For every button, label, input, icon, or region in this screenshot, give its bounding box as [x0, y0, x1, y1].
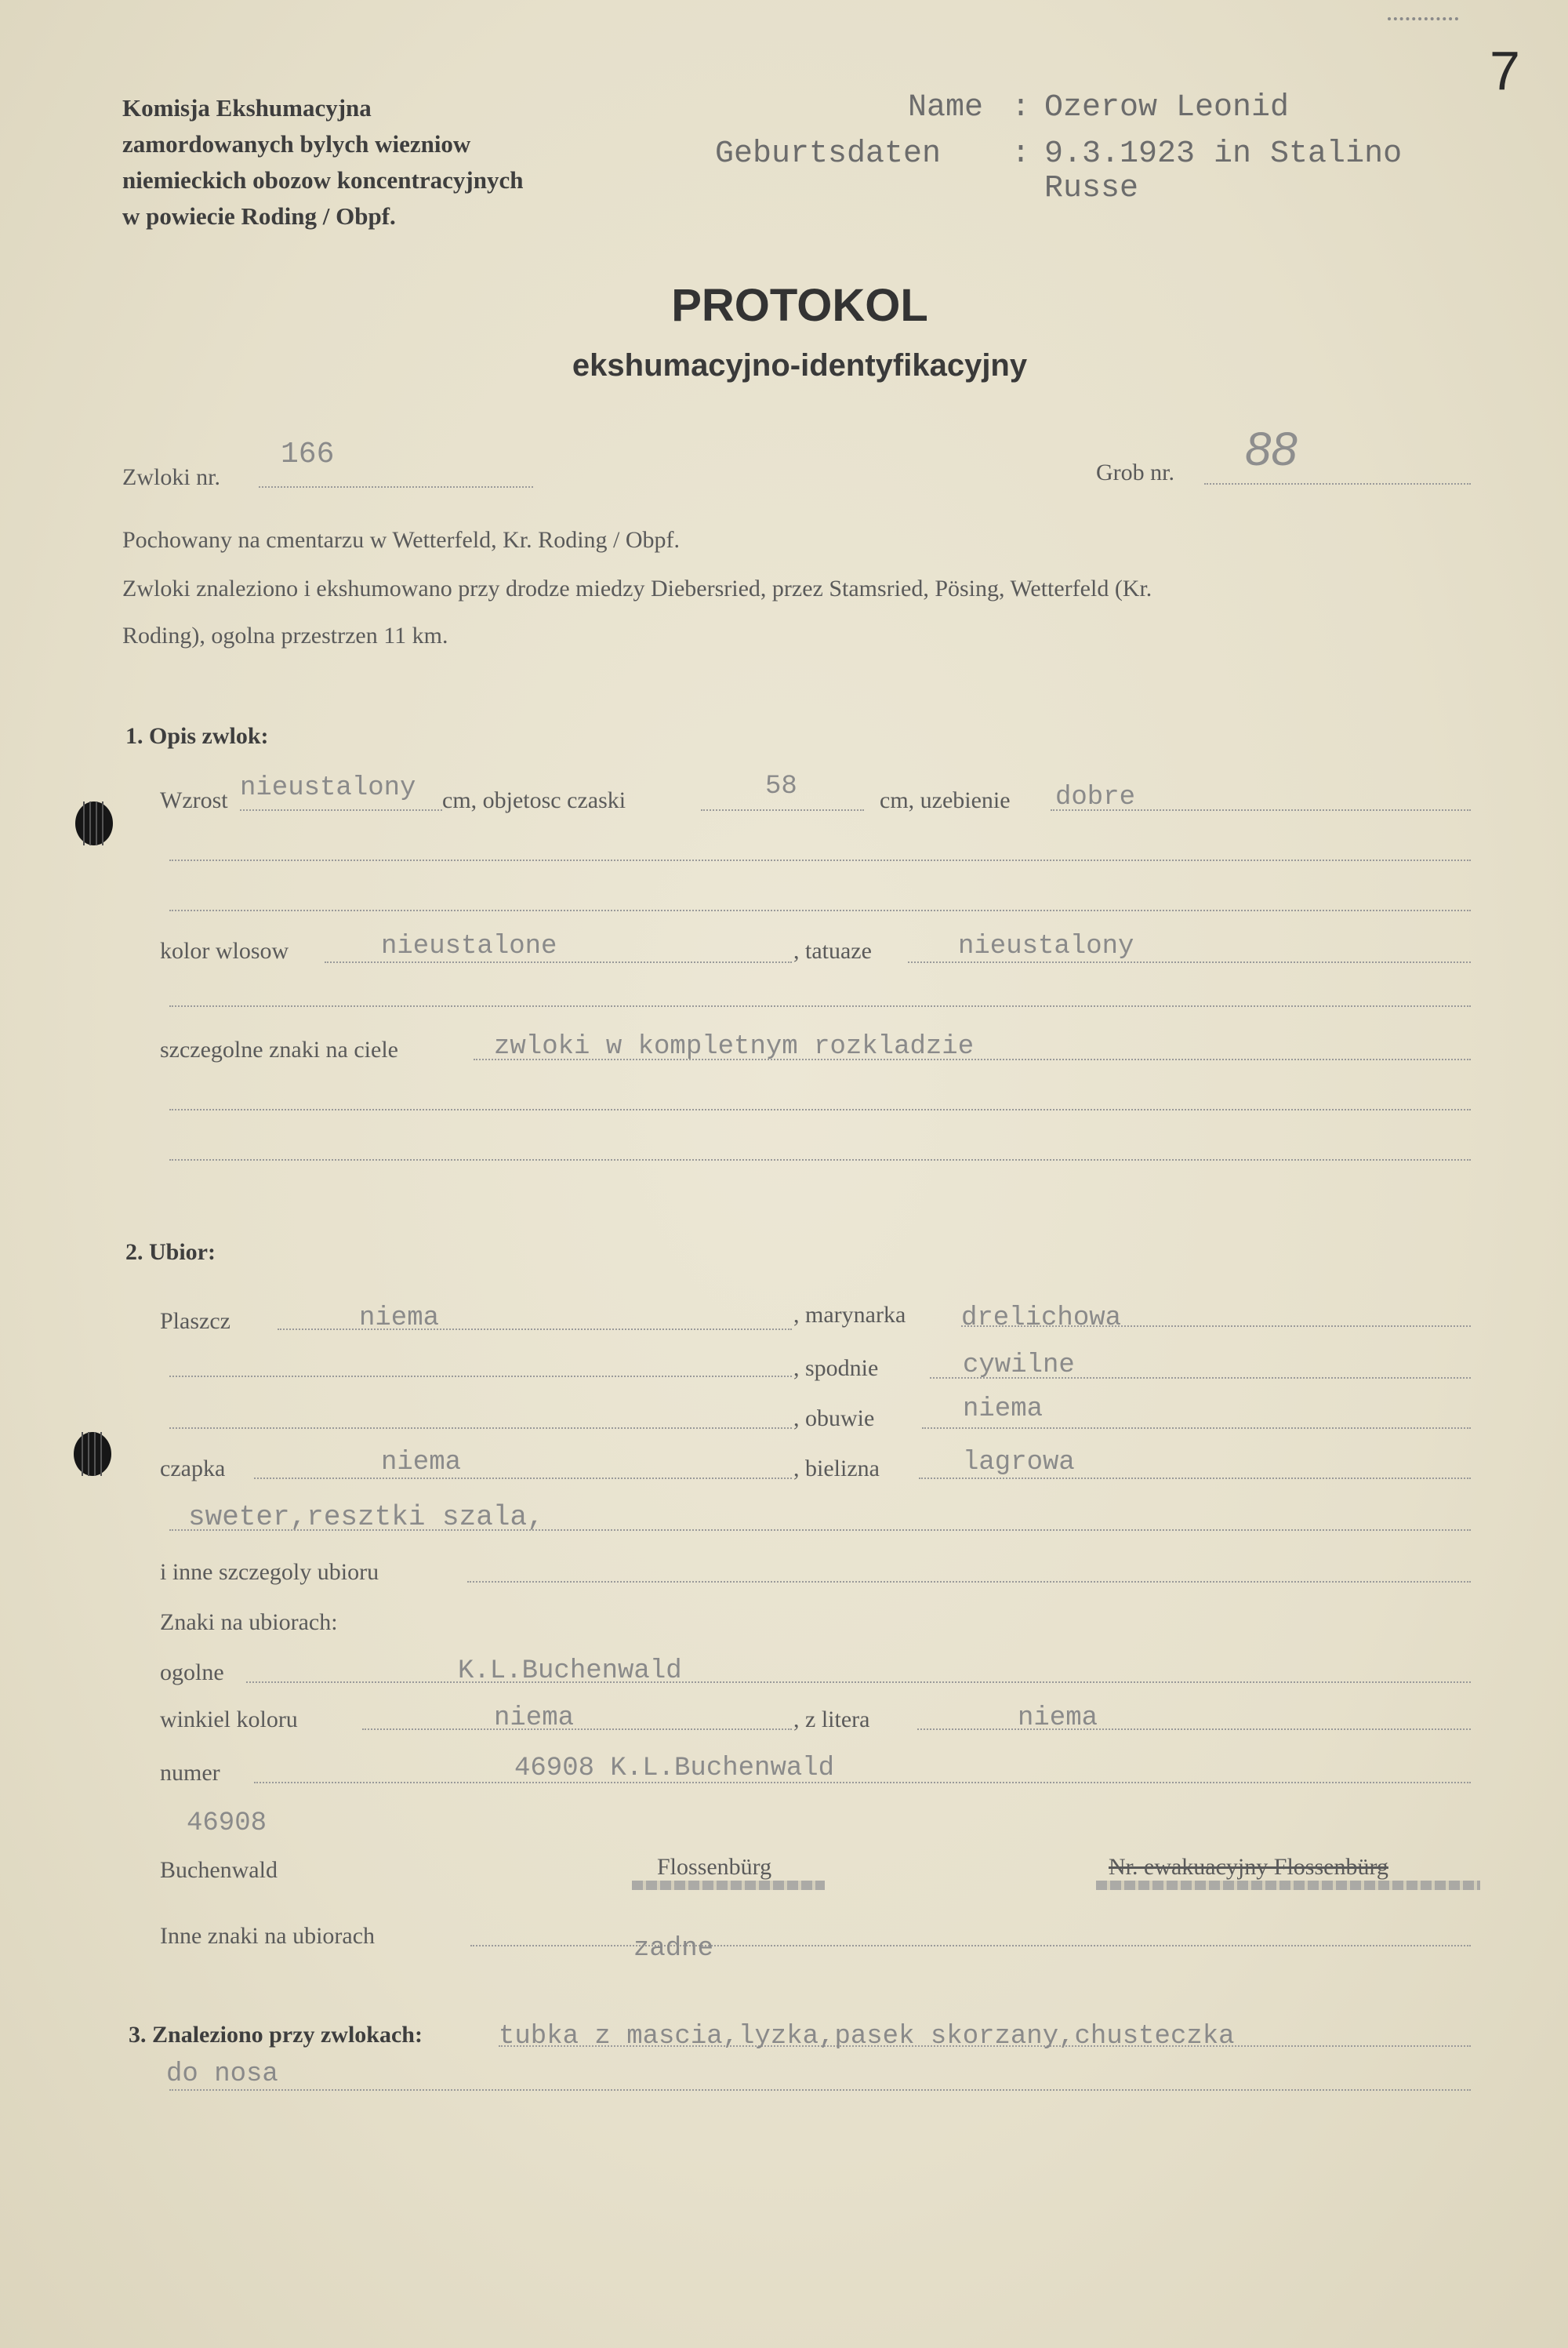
found-place-text-line-1: Zwloki znaleziono i ekshumowano przy drodze miedzy Diebersried, przez Stamsried, Pösing, Wetterfeld (Kr.: [122, 576, 1152, 602]
number-line: [254, 1782, 1471, 1783]
birth-label: Geburtsdaten: [715, 136, 942, 172]
hair-color-line: [325, 961, 792, 963]
jacket-label: , marynarka: [793, 1302, 906, 1328]
commission-line-1: Komisja Ekshumacyjna: [122, 94, 372, 122]
section-1-line-c: [169, 1005, 1471, 1007]
triangle-color-value: niema: [494, 1703, 575, 1733]
tattoo-value: nieustalony: [958, 932, 1134, 961]
name-colon: :: [1011, 90, 1031, 125]
general-marks-label: ogolne: [160, 1659, 224, 1685]
height-unit-label: cm, objetosc czaski: [442, 787, 626, 813]
other-clothing-label: i inne szczegoly ubioru: [160, 1559, 379, 1585]
document-subtitle: ekshumacyjno-identyfikacyjny: [572, 348, 1028, 383]
number-value: 46908 K.L.Buchenwald: [514, 1754, 835, 1783]
shoes-line: [922, 1427, 1471, 1429]
grave-number-line: [1204, 483, 1471, 485]
hair-color-value: nieustalone: [381, 932, 557, 961]
evacuation-number-label: Nr. ewakuacyjny Flossenbürg: [1109, 1854, 1388, 1880]
evacuation-overstrike: [1096, 1881, 1480, 1890]
hair-color-label: kolor wlosow: [160, 938, 289, 964]
body-number-value: 166: [281, 438, 335, 471]
birth-colon: :: [1011, 136, 1031, 172]
nationality-value: Russe: [1044, 171, 1139, 206]
section-1-line-a: [169, 860, 1471, 861]
section-1-line-d: [169, 1109, 1471, 1110]
shoes-value: niema: [963, 1394, 1044, 1424]
commission-line-4: w powiecie Roding / Obpf.: [122, 202, 396, 230]
punch-hole-top: [75, 801, 113, 845]
triangle-color-label: winkiel koloru: [160, 1706, 298, 1732]
section-3-heading: 3. Znaleziono przy zwlokach:: [129, 2022, 423, 2048]
section-3-line-2: [169, 2089, 1471, 2091]
extra-clothing-value: sweter,resztki szala,: [188, 1501, 544, 1533]
body-number-label: Zwloki nr.: [122, 464, 220, 490]
grave-number-label: Grob nr.: [1096, 460, 1174, 485]
tattoo-label: , tatuaze: [793, 938, 872, 964]
section-1-heading: 1. Opis zwlok:: [125, 723, 269, 749]
name-value: Ozerow Leonid: [1044, 90, 1290, 125]
punch-hole-bottom: [74, 1432, 111, 1476]
underwear-line: [919, 1477, 1471, 1479]
body-marks-label: szczegolne znaki na ciele: [160, 1037, 398, 1063]
trousers-value: cywilne: [963, 1350, 1075, 1380]
page-number: 7: [1490, 40, 1520, 101]
section-2-heading: 2. Ubior:: [125, 1239, 216, 1265]
skull-value: 58: [765, 772, 797, 801]
commission-line-2: zamordowanych bylych wiezniow: [122, 130, 471, 158]
general-marks-line: [246, 1681, 1471, 1683]
cap-value: niema: [381, 1448, 462, 1477]
coat-line: [278, 1328, 792, 1330]
section-1-line-e: [169, 1159, 1471, 1161]
found-items-value-2: do nosa: [166, 2059, 278, 2089]
skull-line: [701, 809, 864, 811]
other-clothing-marks-value: zadne: [633, 1934, 714, 1964]
cap-line: [254, 1477, 792, 1479]
number-value-second: 46908: [187, 1808, 267, 1838]
commission-line-3: niemieckich obozow koncentracyjnych: [122, 166, 524, 194]
underwear-label: , bielizna: [793, 1456, 880, 1481]
other-clothing-line: [467, 1581, 1471, 1583]
height-value: nieustalony: [240, 773, 416, 803]
document-title: PROTOKOL: [671, 280, 928, 331]
other-clothing-marks-line: [470, 1945, 1471, 1946]
buchenwald-label: Buchenwald: [160, 1857, 278, 1883]
trousers-label: , spodnie: [793, 1355, 879, 1381]
triangle-color-line: [362, 1728, 792, 1730]
number-label: numer: [160, 1760, 220, 1786]
height-line: [240, 809, 442, 811]
burial-place-text: Pochowany na cmentarzu w Wetterfeld, Kr. Roding / Obpf.: [122, 527, 681, 553]
found-place-text-line-2: Roding), ogolna przestrzen 11 km.: [122, 623, 448, 649]
skull-unit-label: cm, uzebienie: [880, 787, 1011, 813]
cap-label: czapka: [160, 1456, 226, 1481]
corner-dots-decoration: [1388, 17, 1458, 20]
birth-value: 9.3.1923 in Stalino: [1044, 136, 1403, 172]
clothing-marks-heading: Znaki na ubiorach:: [160, 1609, 338, 1635]
extra-clothing-line: [169, 1529, 1471, 1531]
coat-value: niema: [359, 1303, 440, 1333]
height-label: Wzrost: [160, 787, 228, 813]
letter-value: niema: [1018, 1703, 1098, 1733]
shoes-left-line: [169, 1427, 792, 1429]
letter-label: , z litera: [793, 1706, 870, 1732]
tattoo-line: [908, 961, 1471, 963]
section-1-line-b: [169, 910, 1471, 911]
letter-line: [917, 1728, 1471, 1730]
flossenburg-overstrike: [632, 1881, 825, 1890]
general-marks-value: K.L.Buchenwald: [458, 1656, 682, 1686]
teeth-value: dobre: [1055, 783, 1136, 812]
found-items-value-1: tubka z mascia,lyzka,pasek skorzany,chusteczka: [499, 2022, 1235, 2052]
grave-number-value: 88: [1245, 423, 1298, 475]
underwear-value: lagrowa: [963, 1448, 1075, 1477]
body-marks-value: zwloki w kompletnym rozkladzie: [494, 1032, 975, 1062]
trousers-left-line: [169, 1376, 792, 1377]
flossenburg-label: Flossenbürg: [657, 1854, 772, 1880]
coat-label: Plaszcz: [160, 1308, 230, 1334]
name-label: Name: [908, 90, 984, 125]
body-number-line: [259, 486, 533, 488]
shoes-label: , obuwie: [793, 1405, 875, 1431]
jacket-value: drelichowa: [961, 1303, 1122, 1333]
other-clothing-marks-label: Inne znaki na ubiorach: [160, 1923, 376, 1949]
